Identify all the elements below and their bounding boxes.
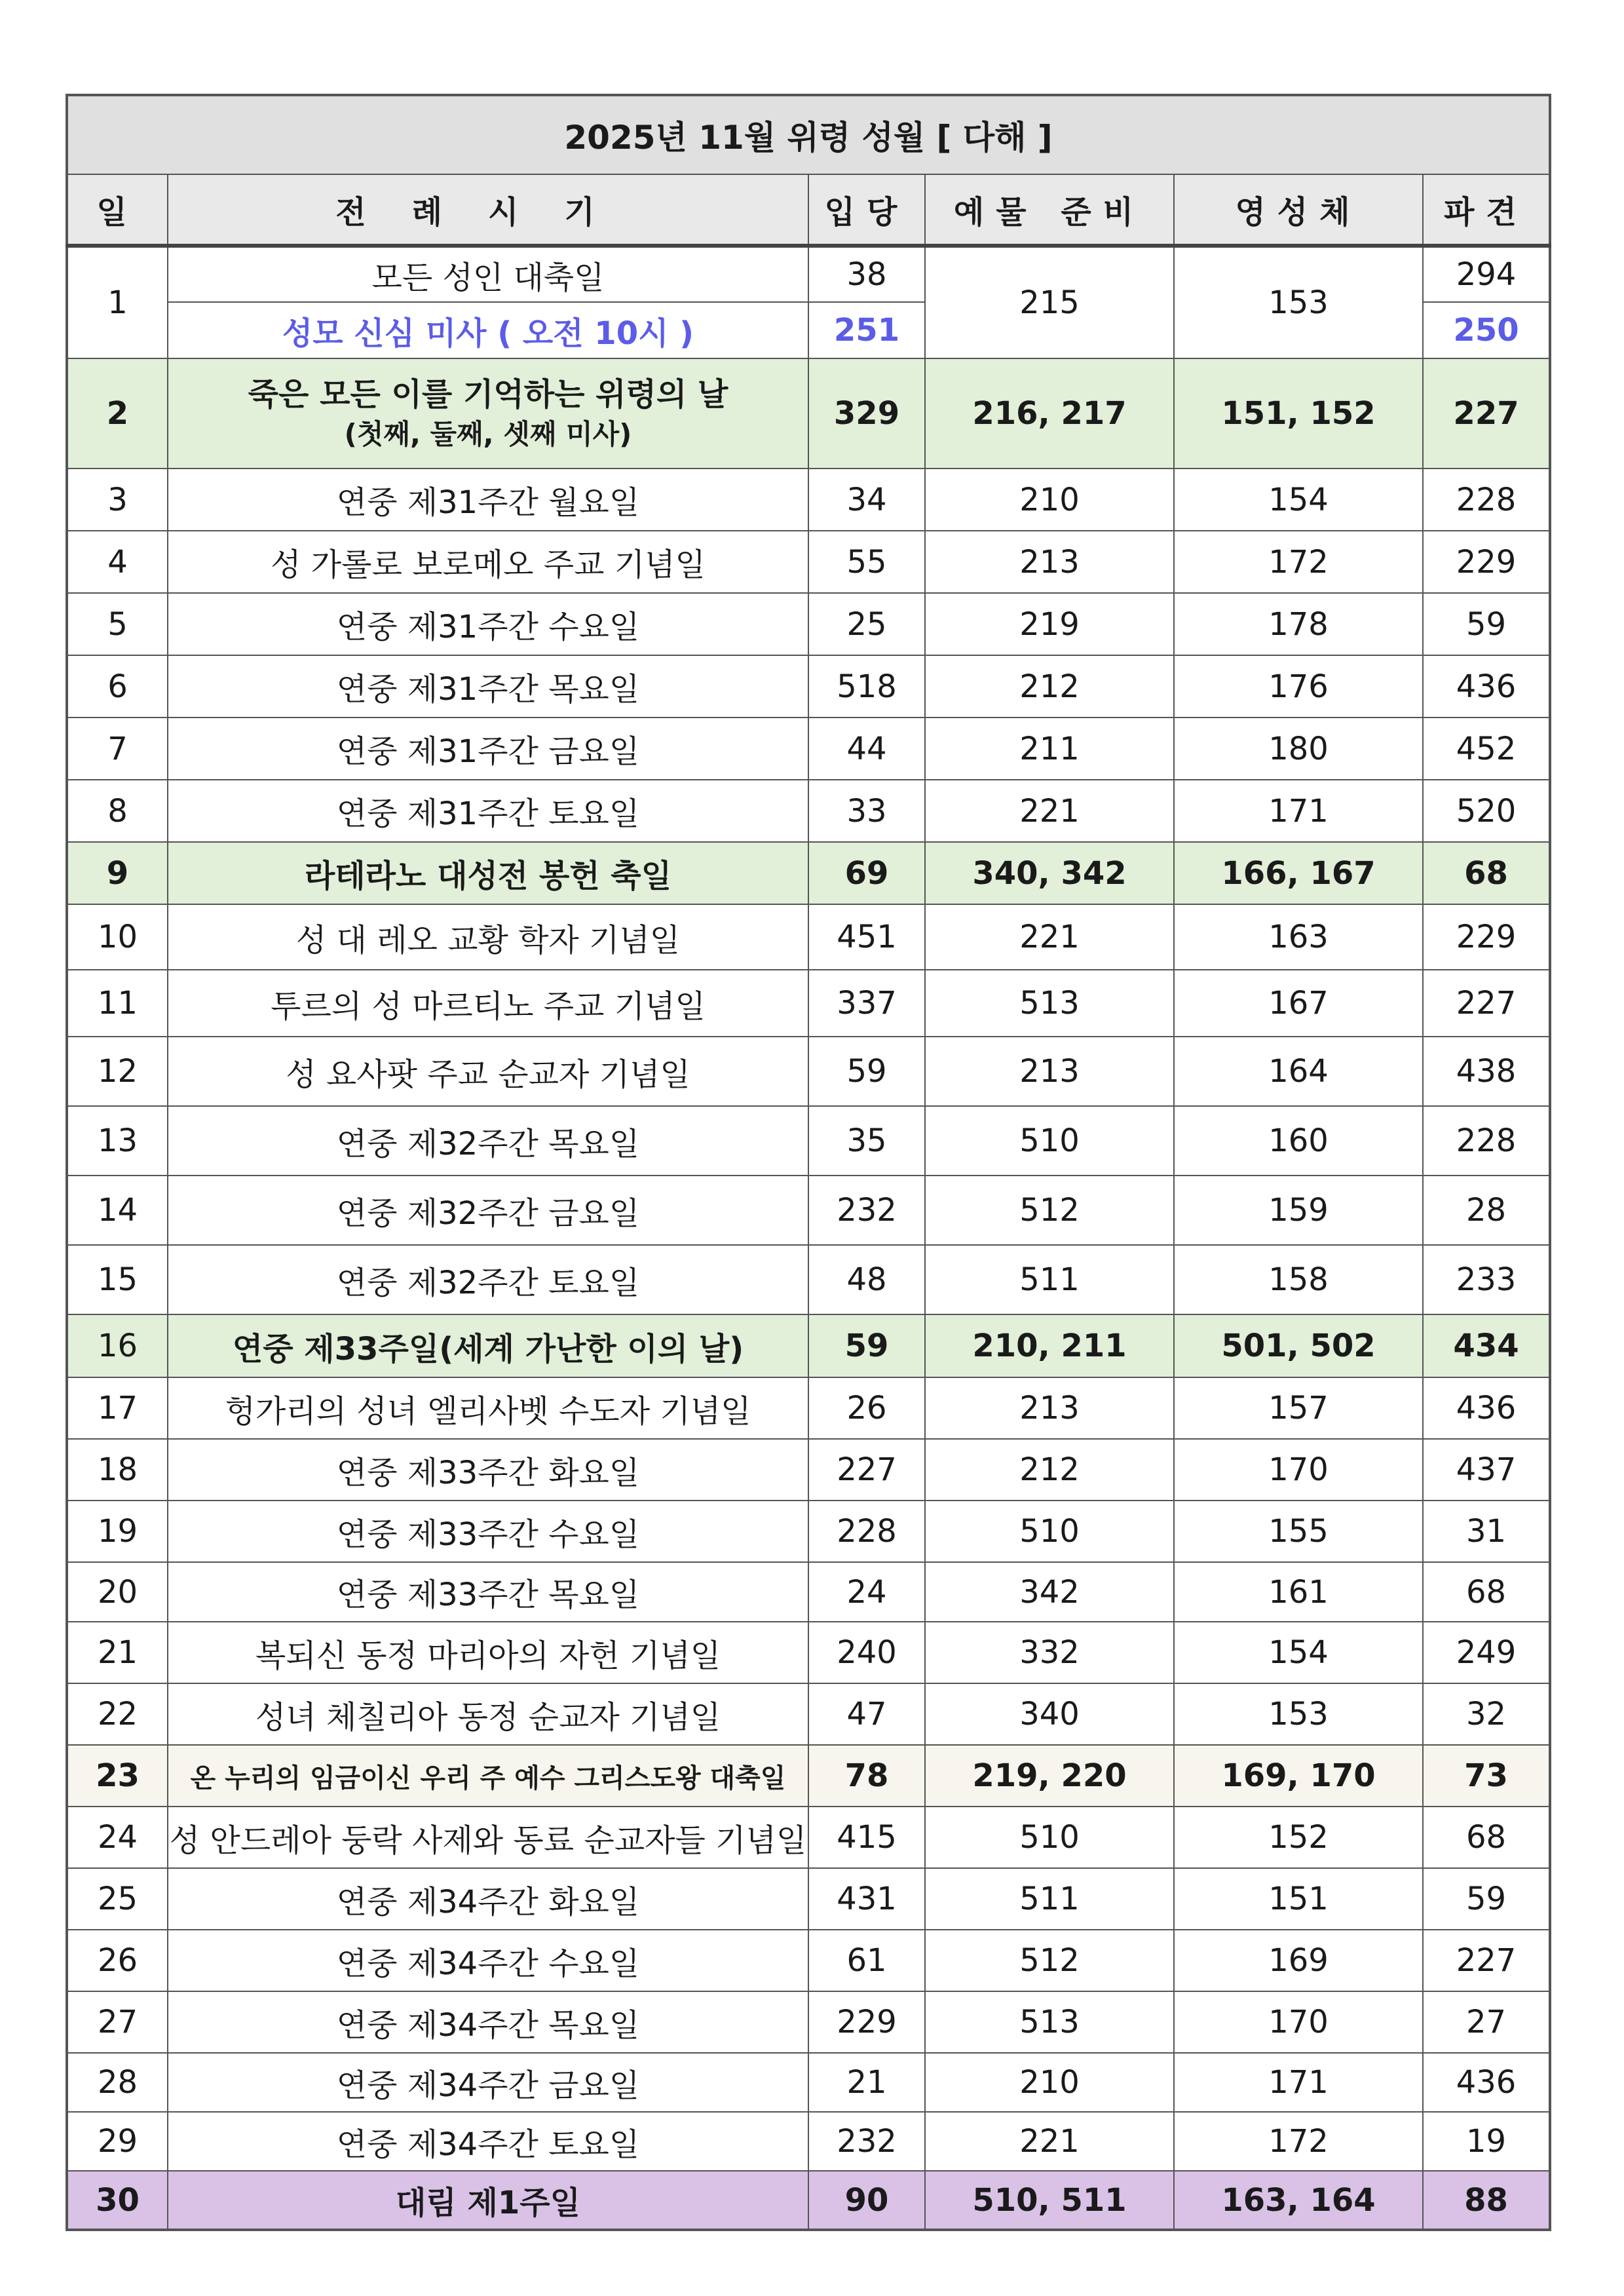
dismissal-cell: 233 bbox=[1423, 1245, 1550, 1314]
table-row bbox=[67, 970, 1550, 1037]
liturgy-cell: 연중 제31주간 수요일 bbox=[168, 593, 808, 655]
liturgy-cell: 연중 제34주간 금요일 bbox=[168, 2053, 808, 2112]
entrance-cell: 337 bbox=[808, 970, 925, 1037]
table-row bbox=[67, 1377, 1550, 1439]
entrance-cell: 451 bbox=[808, 904, 925, 970]
liturgy-cell: 헝가리의 성녀 엘리사벳 수도자 기념일 bbox=[168, 1377, 808, 1439]
entrance-cell: 415 bbox=[808, 1807, 925, 1868]
offertory-cell: 512 bbox=[925, 1176, 1174, 1245]
table-row bbox=[67, 1501, 1550, 1562]
dismissal-cell: 68 bbox=[1423, 1807, 1550, 1868]
offertory-cell: 221 bbox=[925, 2112, 1174, 2171]
liturgy-cell: 성 대 레오 교황 학자 기념일 bbox=[168, 904, 808, 970]
offertory-cell: 510, 511 bbox=[925, 2171, 1174, 2230]
table-row bbox=[67, 1245, 1550, 1314]
offertory-cell: 510 bbox=[925, 1106, 1174, 1176]
communion-cell: 154 bbox=[1174, 1622, 1423, 1683]
entrance-cell: 78 bbox=[808, 1745, 925, 1807]
day-cell: 15 bbox=[67, 1245, 168, 1314]
dismissal-cell: 27 bbox=[1423, 1991, 1550, 2053]
offertory-cell: 332 bbox=[925, 1622, 1174, 1683]
entrance-cell: 35 bbox=[808, 1106, 925, 1176]
header-communion: 영성체 bbox=[1174, 174, 1423, 246]
entrance-cell: 34 bbox=[808, 469, 925, 531]
entrance-cell: 229 bbox=[808, 1991, 925, 2053]
offertory-cell: 212 bbox=[925, 1439, 1174, 1501]
offertory-cell: 213 bbox=[925, 1377, 1174, 1439]
day-cell: 25 bbox=[67, 1868, 168, 1930]
day-cell: 18 bbox=[67, 1439, 168, 1501]
communion-cell: 163, 164 bbox=[1174, 2171, 1423, 2230]
offertory-cell: 511 bbox=[925, 1245, 1174, 1314]
day-cell: 4 bbox=[67, 531, 168, 593]
dismissal-cell: 437 bbox=[1423, 1439, 1550, 1501]
offertory-cell: 513 bbox=[925, 1991, 1174, 2053]
header-entrance: 입당 bbox=[808, 174, 925, 246]
liturgy-cell: 성모 신심 미사 ( 오전 10시 ) bbox=[168, 302, 808, 358]
dismissal-cell: 28 bbox=[1423, 1176, 1550, 1245]
dismissal-cell: 436 bbox=[1423, 2053, 1550, 2112]
offertory-cell: 510 bbox=[925, 1501, 1174, 1562]
liturgy-cell: 대림 제1주일 bbox=[168, 2171, 808, 2230]
communion-cell: 164 bbox=[1174, 1037, 1423, 1106]
entrance-cell: 240 bbox=[808, 1622, 925, 1683]
dismissal-cell: 19 bbox=[1423, 2112, 1550, 2171]
offertory-cell: 210 bbox=[925, 2053, 1174, 2112]
communion-cell: 151 bbox=[1174, 1868, 1423, 1930]
liturgy-cell: 연중 제31주간 금요일 bbox=[168, 718, 808, 780]
day-cell: 14 bbox=[67, 1176, 168, 1245]
table-row bbox=[67, 1807, 1550, 1868]
communion-cell: 169, 170 bbox=[1174, 1745, 1423, 1807]
table-row bbox=[67, 469, 1550, 531]
communion-cell: 153 bbox=[1174, 246, 1423, 358]
entrance-cell: 25 bbox=[808, 593, 925, 655]
entrance-cell: 90 bbox=[808, 2171, 925, 2230]
dismissal-cell: 434 bbox=[1423, 1314, 1550, 1377]
dismissal-cell: 31 bbox=[1423, 1501, 1550, 1562]
table-row bbox=[67, 246, 1550, 302]
communion-cell: 178 bbox=[1174, 593, 1423, 655]
day-cell: 7 bbox=[67, 718, 168, 780]
liturgy-cell: 연중 제31주간 토요일 bbox=[168, 780, 808, 842]
day-cell: 10 bbox=[67, 904, 168, 970]
offertory-cell: 221 bbox=[925, 904, 1174, 970]
offertory-cell: 213 bbox=[925, 531, 1174, 593]
communion-cell: 159 bbox=[1174, 1176, 1423, 1245]
dismissal-cell: 227 bbox=[1423, 358, 1550, 469]
table-row bbox=[67, 780, 1550, 842]
offertory-cell: 215 bbox=[925, 246, 1174, 358]
offertory-cell: 510 bbox=[925, 1807, 1174, 1868]
communion-cell: 176 bbox=[1174, 655, 1423, 718]
hymn-schedule-table bbox=[66, 94, 1551, 2231]
offertory-cell: 210 bbox=[925, 469, 1174, 531]
day-cell: 22 bbox=[67, 1683, 168, 1745]
liturgy-cell bbox=[168, 358, 808, 469]
offertory-cell: 219 bbox=[925, 593, 1174, 655]
entrance-cell: 48 bbox=[808, 1245, 925, 1314]
dismissal-cell: 228 bbox=[1423, 469, 1550, 531]
table-row bbox=[67, 1562, 1550, 1622]
day-cell: 3 bbox=[67, 469, 168, 531]
dismissal-cell: 229 bbox=[1423, 531, 1550, 593]
offertory-cell: 212 bbox=[925, 655, 1174, 718]
table-row bbox=[67, 1868, 1550, 1930]
entrance-cell: 26 bbox=[808, 1377, 925, 1439]
day-cell: 12 bbox=[67, 1037, 168, 1106]
table-row bbox=[67, 904, 1550, 970]
column-header-row bbox=[67, 174, 1550, 246]
offertory-cell: 211 bbox=[925, 718, 1174, 780]
communion-cell: 170 bbox=[1174, 1439, 1423, 1501]
day-cell: 11 bbox=[67, 970, 168, 1037]
liturgy-cell: 라테라노 대성전 봉헌 축일 bbox=[168, 842, 808, 904]
communion-cell: 160 bbox=[1174, 1106, 1423, 1176]
liturgy-cell: 연중 제31주간 월요일 bbox=[168, 469, 808, 531]
table-row bbox=[67, 1991, 1550, 2053]
day-cell: 8 bbox=[67, 780, 168, 842]
liturgy-cell: 복되신 동정 마리아의 자헌 기념일 bbox=[168, 1622, 808, 1683]
day-cell: 6 bbox=[67, 655, 168, 718]
offertory-cell: 512 bbox=[925, 1930, 1174, 1991]
offertory-cell: 213 bbox=[925, 1037, 1174, 1106]
liturgy-cell: 성 안드레아 둥락 사제와 동료 순교자들 기념일 bbox=[168, 1807, 808, 1868]
dismissal-cell: 227 bbox=[1423, 1930, 1550, 1991]
table-row bbox=[67, 2112, 1550, 2171]
table-row bbox=[67, 1622, 1550, 1683]
communion-cell: 170 bbox=[1174, 1991, 1423, 2053]
day-cell: 27 bbox=[67, 1991, 168, 2053]
entrance-cell: 59 bbox=[808, 1314, 925, 1377]
entrance-cell: 228 bbox=[808, 1501, 925, 1562]
day-cell: 29 bbox=[67, 2112, 168, 2171]
day-cell: 1 bbox=[67, 246, 168, 358]
dismissal-cell: 249 bbox=[1423, 1622, 1550, 1683]
day-cell: 5 bbox=[67, 593, 168, 655]
day-cell: 2 bbox=[67, 358, 168, 469]
day-cell: 23 bbox=[67, 1745, 168, 1807]
communion-cell: 172 bbox=[1174, 531, 1423, 593]
communion-cell: 154 bbox=[1174, 469, 1423, 531]
dismissal-cell: 520 bbox=[1423, 780, 1550, 842]
table-row bbox=[67, 1683, 1550, 1745]
dismissal-cell: 59 bbox=[1423, 593, 1550, 655]
offertory-cell: 340 bbox=[925, 1683, 1174, 1745]
table-row bbox=[67, 842, 1550, 904]
table-row bbox=[67, 1176, 1550, 1245]
table-row bbox=[67, 1037, 1550, 1106]
liturgy-cell: 연중 제33주간 수요일 bbox=[168, 1501, 808, 1562]
day-cell: 17 bbox=[67, 1377, 168, 1439]
entrance-cell: 55 bbox=[808, 531, 925, 593]
day-cell: 28 bbox=[67, 2053, 168, 2112]
day-cell: 24 bbox=[67, 1807, 168, 1868]
communion-cell: 167 bbox=[1174, 970, 1423, 1037]
dismissal-cell: 88 bbox=[1423, 2171, 1550, 2230]
entrance-cell: 431 bbox=[808, 1868, 925, 1930]
table-row bbox=[67, 718, 1550, 780]
communion-cell: 166, 167 bbox=[1174, 842, 1423, 904]
table-row bbox=[67, 1106, 1550, 1176]
day-cell: 19 bbox=[67, 1501, 168, 1562]
dismissal-cell: 250 bbox=[1423, 302, 1550, 358]
table-row bbox=[67, 2053, 1550, 2112]
entrance-cell: 24 bbox=[808, 1562, 925, 1622]
entrance-cell: 251 bbox=[808, 302, 925, 358]
liturgy-cell: 성 요사팟 주교 순교자 기념일 bbox=[168, 1037, 808, 1106]
liturgy-cell: 성 가롤로 보로메오 주교 기념일 bbox=[168, 531, 808, 593]
entrance-cell: 44 bbox=[808, 718, 925, 780]
dismissal-cell: 68 bbox=[1423, 842, 1550, 904]
communion-cell: 152 bbox=[1174, 1807, 1423, 1868]
entrance-cell: 33 bbox=[808, 780, 925, 842]
entrance-cell: 38 bbox=[808, 246, 925, 302]
communion-cell: 171 bbox=[1174, 780, 1423, 842]
communion-cell: 155 bbox=[1174, 1501, 1423, 1562]
liturgy-cell: 연중 제34주간 화요일 bbox=[168, 1868, 808, 1930]
entrance-cell: 227 bbox=[808, 1439, 925, 1501]
dismissal-cell: 294 bbox=[1423, 246, 1550, 302]
liturgy-cell: 연중 제31주간 목요일 bbox=[168, 655, 808, 718]
dismissal-cell: 68 bbox=[1423, 1562, 1550, 1622]
offertory-cell: 511 bbox=[925, 1868, 1174, 1930]
day-cell: 16 bbox=[67, 1314, 168, 1377]
dismissal-cell: 32 bbox=[1423, 1683, 1550, 1745]
entrance-cell: 21 bbox=[808, 2053, 925, 2112]
liturgy-cell: 연중 제32주간 목요일 bbox=[168, 1106, 808, 1176]
offertory-cell: 342 bbox=[925, 1562, 1174, 1622]
liturgy-cell: 성녀 체칠리아 동정 순교자 기념일 bbox=[168, 1683, 808, 1745]
entrance-cell: 47 bbox=[808, 1683, 925, 1745]
liturgy-cell: 연중 제32주간 토요일 bbox=[168, 1245, 808, 1314]
dismissal-cell: 59 bbox=[1423, 1868, 1550, 1930]
communion-cell: 151, 152 bbox=[1174, 358, 1423, 469]
communion-cell: 172 bbox=[1174, 2112, 1423, 2171]
liturgy-line-1: 죽은 모든 이를 기억하는 위령의 날 bbox=[248, 376, 728, 413]
liturgy-line-2: (첫째, 둘째, 셋째 미사) bbox=[344, 418, 632, 451]
communion-cell: 153 bbox=[1174, 1683, 1423, 1745]
liturgy-cell: 연중 제34주간 목요일 bbox=[168, 1991, 808, 2053]
header-offertory: 예물 준비 bbox=[925, 174, 1174, 246]
dismissal-cell: 229 bbox=[1423, 904, 1550, 970]
liturgy-cell: 연중 제34주간 수요일 bbox=[168, 1930, 808, 1991]
liturgy-cell: 연중 제33주간 목요일 bbox=[168, 1562, 808, 1622]
header-day: 일 bbox=[67, 174, 168, 246]
liturgy-cell: 연중 제33주간 화요일 bbox=[168, 1439, 808, 1501]
offertory-cell: 513 bbox=[925, 970, 1174, 1037]
day-cell: 9 bbox=[67, 842, 168, 904]
table-row bbox=[67, 1930, 1550, 1991]
header-dismissal: 파견 bbox=[1423, 174, 1550, 246]
day-cell: 21 bbox=[67, 1622, 168, 1683]
communion-cell: 501, 502 bbox=[1174, 1314, 1423, 1377]
entrance-cell: 329 bbox=[808, 358, 925, 469]
communion-cell: 171 bbox=[1174, 2053, 1423, 2112]
entrance-cell: 59 bbox=[808, 1037, 925, 1106]
communion-cell: 180 bbox=[1174, 718, 1423, 780]
offertory-cell: 340, 342 bbox=[925, 842, 1174, 904]
day-cell: 20 bbox=[67, 1562, 168, 1622]
liturgy-cell: 모든 성인 대축일 bbox=[168, 246, 808, 302]
table-row bbox=[67, 358, 1550, 469]
dismissal-cell: 436 bbox=[1423, 655, 1550, 718]
table-row bbox=[67, 1314, 1550, 1377]
page-title: 2025년 11월 위령 성월 [ 다해 ] bbox=[67, 95, 1550, 174]
entrance-cell: 61 bbox=[808, 1930, 925, 1991]
table-row bbox=[67, 593, 1550, 655]
table-row bbox=[67, 531, 1550, 593]
communion-cell: 163 bbox=[1174, 904, 1423, 970]
communion-cell: 157 bbox=[1174, 1377, 1423, 1439]
liturgy-cell: 투르의 성 마르티노 주교 기념일 bbox=[168, 970, 808, 1037]
dismissal-cell: 438 bbox=[1423, 1037, 1550, 1106]
liturgy-cell: 연중 제32주간 금요일 bbox=[168, 1176, 808, 1245]
dismissal-cell: 228 bbox=[1423, 1106, 1550, 1176]
dismissal-cell: 452 bbox=[1423, 718, 1550, 780]
table-row bbox=[67, 1745, 1550, 1807]
table-row bbox=[67, 655, 1550, 718]
dismissal-cell: 436 bbox=[1423, 1377, 1550, 1439]
dismissal-cell: 227 bbox=[1423, 970, 1550, 1037]
liturgy-cell: 연중 제34주간 토요일 bbox=[168, 2112, 808, 2171]
entrance-cell: 69 bbox=[808, 842, 925, 904]
offertory-cell: 221 bbox=[925, 780, 1174, 842]
communion-cell: 158 bbox=[1174, 1245, 1423, 1314]
communion-cell: 169 bbox=[1174, 1930, 1423, 1991]
day-cell: 30 bbox=[67, 2171, 168, 2230]
offertory-cell: 219, 220 bbox=[925, 1745, 1174, 1807]
dismissal-cell: 73 bbox=[1423, 1745, 1550, 1807]
day-cell: 13 bbox=[67, 1106, 168, 1176]
liturgy-cell: 연중 제33주일(세계 가난한 이의 날) bbox=[168, 1314, 808, 1377]
liturgy-cell: 온 누리의 임금이신 우리 주 예수 그리스도왕 대축일 bbox=[168, 1745, 808, 1807]
offertory-cell: 216, 217 bbox=[925, 358, 1174, 469]
entrance-cell: 232 bbox=[808, 1176, 925, 1245]
offertory-cell: 210, 211 bbox=[925, 1314, 1174, 1377]
header-liturgy: 전례시기 bbox=[168, 174, 808, 246]
table-row bbox=[67, 2171, 1550, 2230]
table-row bbox=[67, 1439, 1550, 1501]
day-cell: 26 bbox=[67, 1930, 168, 1991]
entrance-cell: 232 bbox=[808, 2112, 925, 2171]
communion-cell: 161 bbox=[1174, 1562, 1423, 1622]
entrance-cell: 518 bbox=[808, 655, 925, 718]
